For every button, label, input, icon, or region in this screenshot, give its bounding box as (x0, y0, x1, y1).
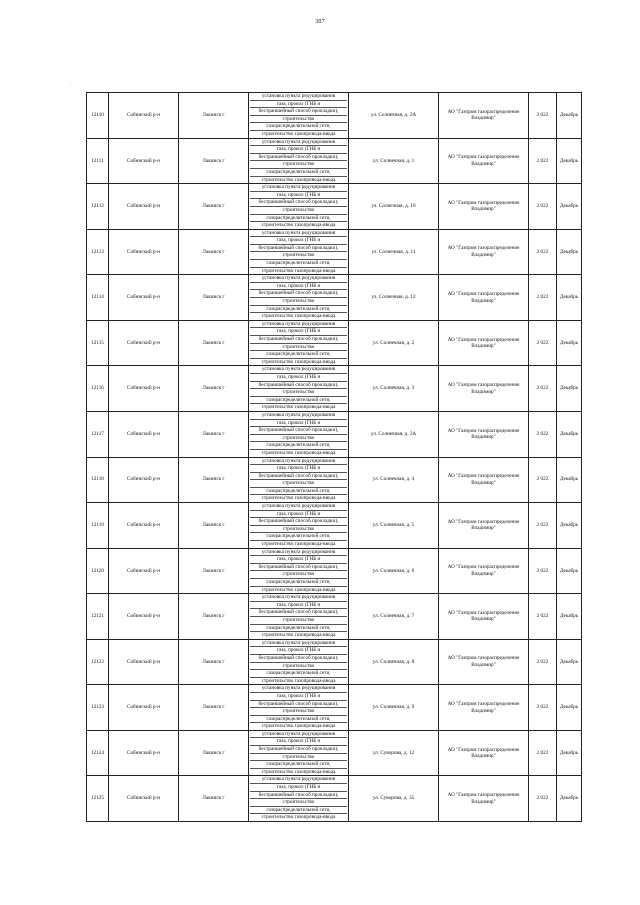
description-line: установка пункта редуцирования (250, 640, 347, 648)
description-line: бестраншейный способ прокладки), (250, 427, 347, 435)
description-line: газа, прокол (ГНБ и (250, 738, 347, 746)
table-row (87, 411, 582, 457)
description-line: установка пункта редуцирования (250, 93, 347, 101)
description-line: строительство (250, 480, 347, 488)
organization-cell: АО "Газпром газораспределение Владимир" (439, 730, 529, 776)
town-cell: Лакинск г (179, 366, 249, 412)
table-row (87, 93, 582, 139)
table-row (87, 776, 582, 822)
district-cell: Собинский р-н (109, 138, 179, 184)
town-cell: Лакинск г (179, 776, 249, 822)
year-cell: 2 022 (529, 548, 557, 594)
year-cell: 2 022 (529, 320, 557, 366)
row-number-cell: 12115 (87, 320, 109, 366)
description-line: установка пункта редуцирования (250, 776, 347, 784)
table-row (87, 639, 582, 685)
address-cell: ул. Солнечная, д. 3 (349, 366, 439, 412)
description-line: газа, прокол (ГНБ и (250, 192, 347, 200)
organization-cell: АО "Газпром газораспределение Владимир" (439, 138, 529, 184)
description-line: газораспределительной сети, (250, 442, 347, 450)
organization-cell: АО "Газпром газораспределение Владимир" (439, 366, 529, 412)
address-cell: ул. Солнечная, д. 6 (349, 548, 439, 594)
description-line: газораспределительной сети, (250, 488, 347, 496)
row-number-cell: 12110 (87, 93, 109, 139)
year-cell: 2 022 (529, 685, 557, 731)
description-line: бестраншейный способ прокладки), (250, 336, 347, 344)
description-line: строительство газопровода-ввода (261, 404, 336, 411)
month-cell: Декабрь (557, 138, 582, 184)
work-description-cell (249, 776, 349, 822)
table-row (87, 685, 582, 731)
description-line: строительство (250, 799, 347, 807)
description-line: бестраншейный способ прокладки), (250, 746, 347, 754)
description-line: строительство (250, 252, 347, 260)
row-number-cell: 12112 (87, 184, 109, 230)
table-row (87, 320, 582, 366)
town-cell: Лакинск г (179, 548, 249, 594)
description-line: строительство газопровода-ввода (261, 677, 336, 684)
district-cell: Собинский р-н (109, 320, 179, 366)
description-line: газа, прокол (ГНБ и (250, 647, 347, 655)
description-line: газораспределительной сети, (250, 123, 347, 131)
description-line: бестраншейный способ прокладки), (250, 382, 347, 390)
row-number-cell: 12121 (87, 594, 109, 640)
margin-mark: · (70, 82, 72, 87)
organization-cell: АО "Газпром газораспределение Владимир" (439, 457, 529, 503)
work-description-cell (249, 138, 349, 184)
district-cell: Собинский р-н (109, 229, 179, 275)
description-line: установка пункта редуцирования (250, 275, 347, 283)
page-number: 307 (315, 19, 325, 25)
description-line: установка пункта редуцирования (250, 685, 347, 693)
month-cell: Декабрь (557, 366, 582, 412)
address-cell: ул. Суворова, д. 35 (349, 776, 439, 822)
month-cell: Декабрь (557, 639, 582, 685)
description-line: газораспределительной сети, (250, 807, 347, 815)
month-cell: Декабрь (557, 685, 582, 731)
work-description-cell (249, 366, 349, 412)
work-description-cell (249, 730, 349, 776)
address-cell: ул. Суворова, д. 12 (349, 730, 439, 776)
description-line: строительство газопровода-ввода (261, 723, 336, 730)
month-cell: Декабрь (557, 730, 582, 776)
organization-cell: АО "Газпром газораспределение Владимир" (439, 411, 529, 457)
address-cell: ул. Солнечная, д. 10 (349, 184, 439, 230)
row-number-cell: 12111 (87, 138, 109, 184)
town-cell: Лакинск г (179, 457, 249, 503)
month-cell: Декабрь (557, 229, 582, 275)
description-line: установка пункта редуцирования (250, 321, 347, 329)
description-line: строительство (250, 116, 347, 124)
work-description-cell (249, 639, 349, 685)
address-cell: ул. Солнечная, д. 4 (349, 457, 439, 503)
organization-cell: АО "Газпром газораспределение Владимир" (439, 548, 529, 594)
work-description-cell (249, 685, 349, 731)
table-row (87, 548, 582, 594)
year-cell: 2 022 (529, 411, 557, 457)
description-line: газораспределительной сети, (250, 351, 347, 359)
address-cell: ул. Солнечная, д. 1 (349, 138, 439, 184)
description-line: газа, прокол (ГНБ и (250, 511, 347, 519)
description-line: строительство газопровода-ввода (261, 313, 336, 320)
description-line: газа, прокол (ГНБ и (250, 420, 347, 428)
district-cell: Собинский р-н (109, 366, 179, 412)
work-description-cell (249, 93, 349, 139)
year-cell: 2 022 (529, 639, 557, 685)
year-cell: 2 022 (529, 776, 557, 822)
town-cell: Лакинск г (179, 138, 249, 184)
description-line: строительство газопровода-ввода (261, 176, 336, 183)
description-line: бестраншейный способ прокладки), (250, 518, 347, 526)
work-description-cell (249, 229, 349, 275)
description-line: газораспределительной сети, (250, 215, 347, 223)
organization-cell: АО "Газпром газораспределение Владимир" (439, 685, 529, 731)
work-description-cell (249, 411, 349, 457)
description-line: газа, прокол (ГНБ и (250, 237, 347, 245)
description-line: бестраншейный способ прокладки), (250, 199, 347, 207)
description-line: строительство газопровода-ввода (261, 267, 336, 274)
description-line: газораспределительной сети, (250, 670, 347, 678)
district-cell: Собинский р-н (109, 275, 179, 321)
address-cell: ул. Солнечная, д. 12 (349, 275, 439, 321)
description-line: установка пункта редуцирования (250, 184, 347, 192)
work-description-cell (249, 548, 349, 594)
description-line: газораспределительной сети, (250, 533, 347, 541)
town-cell: Лакинск г (179, 93, 249, 139)
row-number-cell: 12123 (87, 685, 109, 731)
description-line: установка пункта редуцирования (250, 458, 347, 466)
month-cell: Декабрь (557, 93, 582, 139)
organization-cell: АО "Газпром газораспределение Владимир" (439, 93, 529, 139)
month-cell: Декабрь (557, 184, 582, 230)
description-line: строительство (250, 571, 347, 579)
description-line: газораспределительной сети, (250, 306, 347, 314)
description-line: строительство газопровода-ввода (261, 130, 336, 137)
description-line: бестраншейный способ прокладки), (250, 609, 347, 617)
year-cell: 2 022 (529, 594, 557, 640)
description-line: строительство газопровода-ввода (261, 358, 336, 365)
district-cell: Собинский р-н (109, 503, 179, 549)
description-line: строительство газопровода-ввода (261, 632, 336, 639)
month-cell: Декабрь (557, 457, 582, 503)
district-cell: Собинский р-н (109, 685, 179, 731)
description-line: газа, прокол (ГНБ и (250, 602, 347, 610)
district-cell: Собинский р-н (109, 548, 179, 594)
description-line: бестраншейный способ прокладки), (250, 655, 347, 663)
table-row (87, 229, 582, 275)
description-line: установка пункта редуцирования (250, 412, 347, 420)
description-line: строительство (250, 663, 347, 671)
work-description-cell (249, 594, 349, 640)
year-cell: 2 022 (529, 275, 557, 321)
row-number-cell: 12113 (87, 229, 109, 275)
month-cell: Декабрь (557, 320, 582, 366)
description-line: газораспределительной сети, (250, 625, 347, 633)
table-row (87, 184, 582, 230)
description-line: строительство (250, 207, 347, 215)
year-cell: 2 022 (529, 229, 557, 275)
town-cell: Лакинск г (179, 184, 249, 230)
organization-cell: АО "Газпром газораспределение Владимир" (439, 229, 529, 275)
table-row (87, 138, 582, 184)
description-line: бестраншейный способ прокладки), (250, 290, 347, 298)
month-cell: Декабрь (557, 411, 582, 457)
year-cell: 2 022 (529, 184, 557, 230)
town-cell: Лакинск г (179, 275, 249, 321)
year-cell: 2 022 (529, 457, 557, 503)
address-cell: ул. Солнечная, д. 9 (349, 685, 439, 731)
row-number-cell: 12125 (87, 776, 109, 822)
work-description-cell (249, 320, 349, 366)
address-cell: ул. Солнечная, д. 2 (349, 320, 439, 366)
row-number-cell: 12117 (87, 411, 109, 457)
description-line: строительство (250, 435, 347, 443)
year-cell: 2 022 (529, 138, 557, 184)
description-line: установка пункта редуцирования (250, 594, 347, 602)
description-line: строительство (250, 344, 347, 352)
row-number-cell: 12120 (87, 548, 109, 594)
table-row (87, 275, 582, 321)
description-line: газораспределительной сети, (250, 260, 347, 268)
month-cell: Декабрь (557, 776, 582, 822)
town-cell: Лакинск г (179, 503, 249, 549)
district-cell: Собинский р-н (109, 93, 179, 139)
description-line: установка пункта редуцирования (250, 503, 347, 511)
description-line: бестраншейный способ прокладки), (250, 245, 347, 253)
description-line: строительство (250, 526, 347, 534)
district-cell: Собинский р-н (109, 594, 179, 640)
month-cell: Декабрь (557, 594, 582, 640)
description-line: газа, прокол (ГНБ и (250, 374, 347, 382)
description-line: строительство (250, 708, 347, 716)
table-row (87, 503, 582, 549)
description-line: бестраншейный способ прокладки), (250, 792, 347, 800)
description-line: бестраншейный способ прокладки), (250, 564, 347, 572)
organization-cell: АО "Газпром газораспределение Владимир" (439, 594, 529, 640)
description-line: газораспределительной сети, (250, 169, 347, 177)
organization-cell: АО "Газпром газораспределение Владимир" (439, 639, 529, 685)
district-cell: Собинский р-н (109, 457, 179, 503)
description-line: установка пункта редуцирования (250, 549, 347, 557)
row-number-cell: 12119 (87, 503, 109, 549)
work-description-cell (249, 184, 349, 230)
description-line: газа, прокол (ГНБ и (250, 784, 347, 792)
month-cell: Декабрь (557, 548, 582, 594)
address-cell: ул. Солнечная, д. 8 (349, 639, 439, 685)
month-cell: Декабрь (557, 275, 582, 321)
row-number-cell: 12118 (87, 457, 109, 503)
organization-cell: АО "Газпром газораспределение Владимир" (439, 776, 529, 822)
description-line: газа, прокол (ГНБ и (250, 101, 347, 109)
description-line: газораспределительной сети, (250, 579, 347, 587)
row-number-cell: 12122 (87, 639, 109, 685)
description-line: установка пункта редуцирования (250, 230, 347, 238)
description-line: строительство газопровода-ввода (261, 768, 336, 775)
district-cell: Собинский р-н (109, 184, 179, 230)
row-number-cell: 12124 (87, 730, 109, 776)
description-line: строительство газопровода-ввода (261, 541, 336, 548)
description-line: бестраншейный способ прокладки), (250, 108, 347, 116)
town-cell: Лакинск г (179, 411, 249, 457)
table-row (87, 594, 582, 640)
description-line: газа, прокол (ГНБ и (250, 693, 347, 701)
address-cell: ул. Солнечная, д. 11 (349, 229, 439, 275)
description-line: строительство (250, 754, 347, 762)
year-cell: 2 022 (529, 730, 557, 776)
description-line: строительство (250, 298, 347, 306)
description-line: строительство газопровода-ввода (261, 495, 336, 502)
description-line: газа, прокол (ГНБ и (250, 146, 347, 154)
organization-cell: АО "Газпром газораспределение Владимир" (439, 184, 529, 230)
district-cell: Собинский р-н (109, 730, 179, 776)
description-line: строительство газопровода-ввода (261, 222, 336, 229)
year-cell: 2 022 (529, 503, 557, 549)
work-description-cell (249, 275, 349, 321)
description-line: газораспределительной сети, (250, 761, 347, 769)
description-line: установка пункта редуцирования (250, 366, 347, 374)
description-line: газа, прокол (ГНБ и (250, 328, 347, 336)
district-cell: Собинский р-н (109, 411, 179, 457)
town-cell: Лакинск г (179, 594, 249, 640)
description-line: бестраншейный способ прокладки), (250, 473, 347, 481)
month-cell: Декабрь (557, 503, 582, 549)
description-line: строительство (250, 389, 347, 397)
town-cell: Лакинск г (179, 320, 249, 366)
address-cell: ул. Солнечная, д. 5 (349, 503, 439, 549)
description-line: установка пункта редуцирования (250, 139, 347, 147)
table-row (87, 457, 582, 503)
row-number-cell: 12116 (87, 366, 109, 412)
works-table (86, 92, 582, 822)
description-line: строительство (250, 161, 347, 169)
description-line: бестраншейный способ прокладки), (250, 154, 347, 162)
work-description-cell (249, 503, 349, 549)
work-description-cell (249, 457, 349, 503)
description-line: строительство газопровода-ввода (261, 814, 336, 821)
description-line: газа, прокол (ГНБ и (250, 556, 347, 564)
organization-cell: АО "Газпром газораспределение Владимир" (439, 275, 529, 321)
district-cell: Собинский р-н (109, 639, 179, 685)
description-line: газа, прокол (ГНБ и (250, 283, 347, 291)
description-line: строительство (250, 617, 347, 625)
table-row (87, 366, 582, 412)
address-cell: ул. Солнечная, д. 7 (349, 594, 439, 640)
organization-cell: АО "Газпром газораспределение Владимир" (439, 320, 529, 366)
year-cell: 2 022 (529, 366, 557, 412)
address-cell: ул. Солнечная, д. 2А (349, 93, 439, 139)
description-line: строительство газопровода-ввода (261, 586, 336, 593)
town-cell: Лакинск г (179, 685, 249, 731)
town-cell: Лакинск г (179, 229, 249, 275)
description-line: газа, прокол (ГНБ и (250, 465, 347, 473)
description-line: бестраншейный способ прокладки), (250, 701, 347, 709)
row-number-cell: 12114 (87, 275, 109, 321)
description-line: установка пункта редуцирования (250, 731, 347, 739)
description-line: строительство газопровода-ввода (261, 449, 336, 456)
district-cell: Собинский р-н (109, 776, 179, 822)
town-cell: Лакинск г (179, 639, 249, 685)
address-cell: ул. Солнечная, д. 3А (349, 411, 439, 457)
town-cell: Лакинск г (179, 730, 249, 776)
year-cell: 2 022 (529, 93, 557, 139)
table-row (87, 730, 582, 776)
description-line: газораспределительной сети, (250, 716, 347, 724)
description-line: газораспределительной сети, (250, 397, 347, 405)
organization-cell: АО "Газпром газораспределение Владимир" (439, 503, 529, 549)
